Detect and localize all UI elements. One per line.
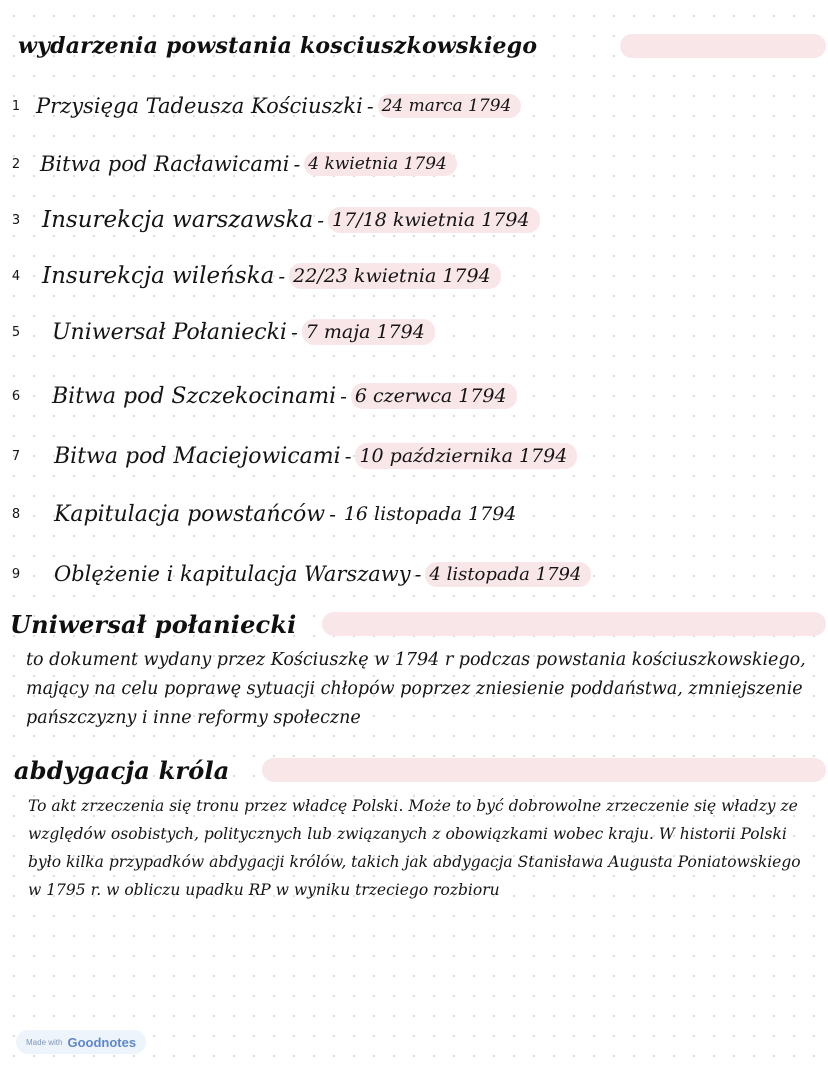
event-separator: -	[366, 94, 374, 118]
title-highlight-bar	[620, 34, 826, 58]
events-title-row	[0, 32, 537, 60]
event-name: Insurekcja wileńska	[42, 263, 275, 289]
abdication-title-row	[0, 756, 230, 784]
manifesto-title: Uniwersał połaniecki	[10, 609, 297, 639]
event-name: Bitwa pod Racławicami	[40, 152, 290, 176]
event-separator: -	[278, 264, 286, 288]
event-number: 3	[11, 212, 21, 228]
event-item	[0, 312, 435, 352]
event-number: 9	[11, 566, 21, 582]
event-separator: -	[317, 208, 325, 232]
abdication-paragraph: To akt zrzeczenia się tronu przez władcę Polski. Może to być dobrowolne zrzeczenie się władzy ze względów osobistych, politycznych lub związanych z obowiązkami wobec kraju. W historii Polski było kilka przypadków abdygacji królów, takich jak abdygacja Stanisława Augusta Poniatowskiego w 1795 r. w obliczu upadku RP w wyniku trzeciego rozbioru	[28, 797, 801, 899]
event-separator: -	[340, 384, 347, 408]
event-number: 8	[11, 506, 21, 522]
event-number: 2	[11, 156, 21, 172]
event-date: 22/23 kwietnia 1794	[289, 263, 501, 289]
event-item	[0, 256, 501, 296]
event-separator: -	[293, 152, 301, 176]
event-name: Bitwa pod Szczekocinami	[52, 383, 337, 409]
event-item	[0, 86, 521, 126]
event-number: 5	[11, 324, 21, 340]
event-separator: -	[290, 320, 298, 344]
event-item	[0, 494, 526, 534]
event-number: 6	[11, 388, 21, 404]
event-item	[0, 554, 591, 594]
event-name: Bitwa pod Maciejowicami	[54, 443, 341, 469]
manifesto-paragraph: to dokument wydany przez Kościuszkę w 1794 r podczas powstania kościuszkowskiego, mający na celu poprawę sytuacji chłopów poprzez zniesienie poddaństwa, zmniejszenie pańszczyzny i inne reformy społeczne	[26, 650, 806, 728]
event-separator: -	[329, 502, 336, 526]
event-number: 7	[11, 448, 21, 464]
event-date: 16 listopada 1794	[343, 503, 517, 525]
event-date: 24 marca 1794	[378, 94, 522, 118]
event-item	[0, 200, 540, 240]
badge-made-with: Made with	[26, 1037, 63, 1047]
event-item	[0, 376, 517, 416]
badge-brand: Goodnotes	[67, 1034, 137, 1050]
event-name: Przysięga Tadeusza Kościuszki	[36, 94, 363, 118]
event-date: 4 listopada 1794	[425, 562, 591, 587]
event-date: 6 czerwca 1794	[351, 383, 517, 409]
event-separator: -	[344, 444, 352, 468]
made-with-goodnotes-badge[interactable]	[16, 1030, 146, 1054]
events-title: wydarzenia powstania kosciuszkowskiego	[18, 33, 538, 59]
abdication-title: abdygacja króla	[14, 755, 230, 785]
event-date: 17/18 kwietnia 1794	[328, 207, 540, 233]
title-highlight-bar	[322, 612, 826, 636]
event-date: 4 kwietnia 1794	[304, 152, 457, 176]
manifesto-title-row	[0, 610, 297, 638]
event-name: Oblężenie i kapitulacja Warszawy	[54, 562, 411, 586]
event-name: Kapitulacja powstańców	[54, 501, 326, 527]
event-date: 7 maja 1794	[302, 319, 435, 345]
event-number: 1	[11, 98, 21, 114]
event-separator: -	[414, 562, 422, 586]
event-date: 10 października 1794	[355, 443, 577, 469]
event-item	[0, 436, 577, 476]
title-highlight-bar	[262, 758, 826, 782]
event-name: Insurekcja warszawska	[42, 207, 314, 233]
event-item	[0, 144, 457, 184]
event-name: Uniwersał Połaniecki	[52, 319, 287, 345]
event-number: 4	[11, 268, 21, 284]
